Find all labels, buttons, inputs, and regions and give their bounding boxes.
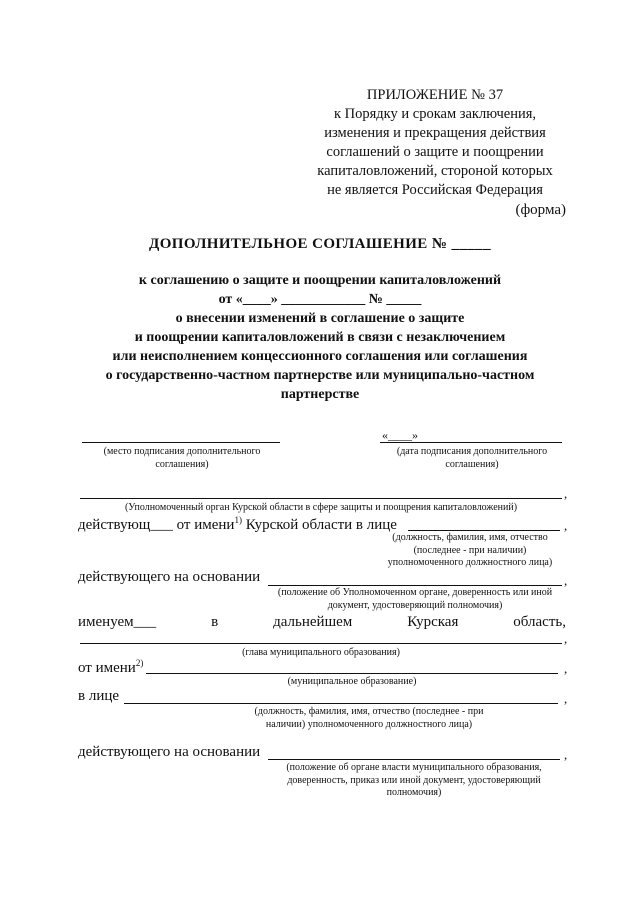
acting-prefix: действующ___ от имени xyxy=(78,517,235,533)
appendix-line: к Порядку и срокам заключения, xyxy=(333,106,537,122)
comma: , xyxy=(564,486,568,501)
appendix-line: капиталовложений, стороной которых xyxy=(317,163,553,179)
authority-caption: (Уполномоченный орган Курской области в сфере защиты и поощрения капиталовложений) xyxy=(124,502,518,513)
date-caption: (дата подписания дополнительного соглашения) xyxy=(396,446,548,470)
appendix-line: изменения и прекращения действия xyxy=(324,125,546,141)
comma: , xyxy=(564,631,568,646)
footnote-2: 2) xyxy=(135,658,144,668)
person-label: в лице xyxy=(78,688,120,704)
acting-person-line[interactable] xyxy=(408,530,560,531)
subheading-line: о государственно-частном партнерстве или муниципально-частном xyxy=(105,368,535,383)
form-label: (форма) xyxy=(515,202,566,218)
named-word: область, xyxy=(513,614,566,630)
municipal-head-caption: (глава муниципального образования) xyxy=(242,647,400,658)
person-line[interactable] xyxy=(124,703,558,704)
municipality-caption: (муниципальное образование) xyxy=(287,676,417,687)
document-heading: ДОПОЛНИТЕЛЬНОЕ СОГЛАШЕНИЕ № _____ xyxy=(149,236,491,252)
subheading-line: партнерстве xyxy=(280,387,360,402)
person-caption: (должность, фамилия, имя, отчество (последнее - при наличии) уполномоченного должностного лица) xyxy=(254,706,484,730)
acting-text xyxy=(78,515,397,534)
subheading-line: к соглашению о защите и поощрении капиталовложений xyxy=(138,273,502,288)
named-word: в xyxy=(211,614,219,630)
acting-caption: (должность, фамилия, имя, отчество (последнее - при наличии) уполномоченного должностного лица) xyxy=(387,532,553,568)
basis2-caption: (положение об органе власти муниципального образования, доверенность, приказ или иной документ, удостоверяющий полномочия) xyxy=(286,762,542,798)
place-caption: (место подписания дополнительного соглашения) xyxy=(103,446,261,470)
named-word: Курская xyxy=(407,614,459,630)
subheading-line: или неисполнением концессионного соглашения или соглашения xyxy=(112,349,528,364)
authority-line[interactable] xyxy=(80,498,562,499)
municipal-head-line[interactable] xyxy=(80,643,562,644)
date-quote: «____» xyxy=(382,428,418,442)
acting-suffix: Курской области в лице xyxy=(245,517,397,533)
municipality-line[interactable] xyxy=(146,673,558,674)
basis2-label: действующего на основании xyxy=(78,744,261,760)
comma: , xyxy=(564,747,568,762)
subheading-line: от «____» ____________ № _____ xyxy=(218,292,422,307)
on-behalf-text xyxy=(78,658,143,677)
appendix-title: ПРИЛОЖЕНИЕ № 37 xyxy=(366,87,504,103)
comma: , xyxy=(564,661,568,676)
basis2-line[interactable] xyxy=(268,759,560,760)
place-line[interactable] xyxy=(82,442,280,443)
basis1-label: действующего на основании xyxy=(78,569,261,585)
subheading-line: и поощрении капиталовложений в связи с незаключением xyxy=(134,330,506,345)
footnote-1: 1) xyxy=(234,515,242,525)
comma: , xyxy=(564,573,568,588)
subheading-line: о внесении изменений в соглашение о защите xyxy=(175,311,465,326)
document-subheading xyxy=(0,271,640,404)
basis1-caption: (положение об Уполномоченном органе, доверенность или иной документ, удостоверяющий полномочия) xyxy=(277,587,553,611)
on-behalf-label: от имени xyxy=(78,660,136,676)
appendix-header xyxy=(290,86,580,200)
comma: , xyxy=(564,518,568,533)
named-row xyxy=(78,614,566,631)
appendix-line: соглашений о защите и поощрении xyxy=(326,144,544,160)
date-line[interactable] xyxy=(380,442,562,443)
appendix-line: не является Российская Федерация xyxy=(327,182,543,198)
comma: , xyxy=(564,691,568,706)
basis1-line[interactable] xyxy=(268,585,562,586)
named-word: именуем___ xyxy=(78,614,157,630)
named-word: дальнейшем xyxy=(273,614,353,630)
